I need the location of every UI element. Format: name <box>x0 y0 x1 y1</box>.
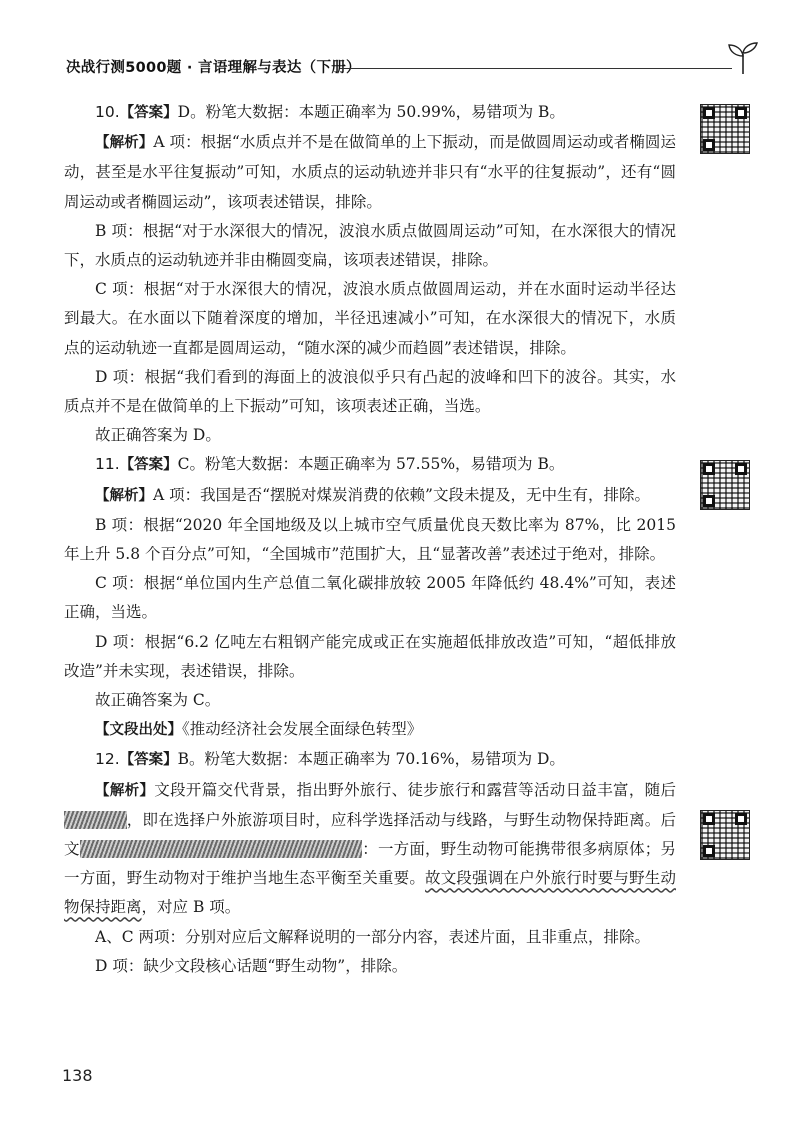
q10-final-answer: 故正确答案为 D。 <box>95 426 221 445</box>
highlight-mark <box>64 811 127 829</box>
answer-explanations <box>64 98 676 981</box>
running-header <box>40 54 760 78</box>
source-line: 【文段出处】《推动经济社会发展全面绿色转型》 <box>95 720 423 739</box>
header-rule <box>340 68 732 69</box>
q10-analysis-d: D 项：根据“我们看到的海面上的波浪似乎只有凸起的波峰和凹下的波谷。其实，水质点并不是在做简单的上下振动”可知，该项表述正确，当选。 <box>64 367 676 416</box>
q10-answer-line: 10.【答案】D。粉笔大数据：本题正确率为 50.99%，易错项为 B。 <box>95 103 565 121</box>
q12-answer-line: 12.【答案】B。粉笔大数据：本题正确率为 70.16%，易错项为 D。 <box>95 750 565 769</box>
q12-analysis-main: 【解析】文段开篇交代背景，指出野外旅行、徒步旅行和露营等活动日益丰富，随后，即在选择户外旅游项目时，应科学选择活动与线路，与野生动物保持距离。后文 ：一方面，野生动物可能携带很多病原体；另一方面，野生动物对于维护当地生态平衡至关重要。故文段强调在户外旅行时要与野生动物保持距离，对应 B 项。 <box>64 780 676 917</box>
qr-code-q12[interactable] <box>700 810 750 860</box>
sprout-icon <box>726 40 760 76</box>
header-title: 决战行测5000题 · 言语理解与表达（下册） <box>66 60 361 76</box>
q11-analysis-a: 【解析】A 项：我国是否“摆脱对煤炭消费的依赖”文段未提及，无中生有，排除。 <box>95 485 650 504</box>
q10-analysis-a: 【解析】A 项：根据“水质点并不是在做简单的上下振动，而是做圆周运动或者椭圆运动，甚至是水平往复振动”可知，水质点的运动轨迹并非只有“水平的往复振动”，还有“圆周运动或者椭圆运动”，该项表述错误，排除。 <box>64 133 676 211</box>
qr-code-q11[interactable] <box>700 460 750 510</box>
q12-analysis-ac: A、C 两项：分别对应后文解释说明的一部分内容，表述片面，且非重点，排除。 <box>95 927 650 946</box>
q11-analysis-d: D 项：根据“6.2 亿吨左右粗钢产能完成或正在实施超低排放改造”可知，“超低排放改造”并未实现，表述错误，排除。 <box>64 632 676 680</box>
q12-analysis-d: D 项：缺少文段核心话题“野生动物”，排除。 <box>95 956 408 975</box>
q11-final-answer: 故正确答案为 C。 <box>95 691 221 710</box>
q11-analysis-c: C 项：根据“单位国内生产总值二氧化碳排放较 2005 年降低约 48.4%”可知，表述正确，当选。 <box>64 574 676 622</box>
q10-analysis-c: C 项：根据“对于水深很大的情况，波浪水质点做圆周运动，并在水面时运动半径达到最大。在水面以下随着深度的增加，半径迅速减小”可知，在水深很大的情况下，水质点的运动轨迹一直都是圆周运动，“随水深的减少而趋圆”表述错误，排除。 <box>64 280 676 357</box>
q11-analysis-b: B 项：根据“2020 年全国地级及以上城市空气质量优良天数比率为 87%，比 2015 年上升 5.8 个百分点”可知，“全国城市”范围扩大，且“显著改善”表述过于绝对，排除。 <box>64 515 676 564</box>
qr-code-q10[interactable] <box>700 104 750 154</box>
wavy-underline: 故文段强调在户外旅行时要与野生动物保持距离 <box>64 869 676 917</box>
q10-analysis-b: B 项：根据“对于水深很大的情况，波浪水质点做圆周运动”可知，在水深很大的情况下，水质点的运动轨迹并非由椭圆变扁，该项表述错误，排除。 <box>64 221 676 270</box>
q11-answer-line: 11.【答案】C。粉笔大数据：本题正确率为 57.55%，易错项为 B。 <box>95 455 565 474</box>
highlight-mark <box>80 840 363 858</box>
page-number: 138 <box>62 1066 93 1085</box>
